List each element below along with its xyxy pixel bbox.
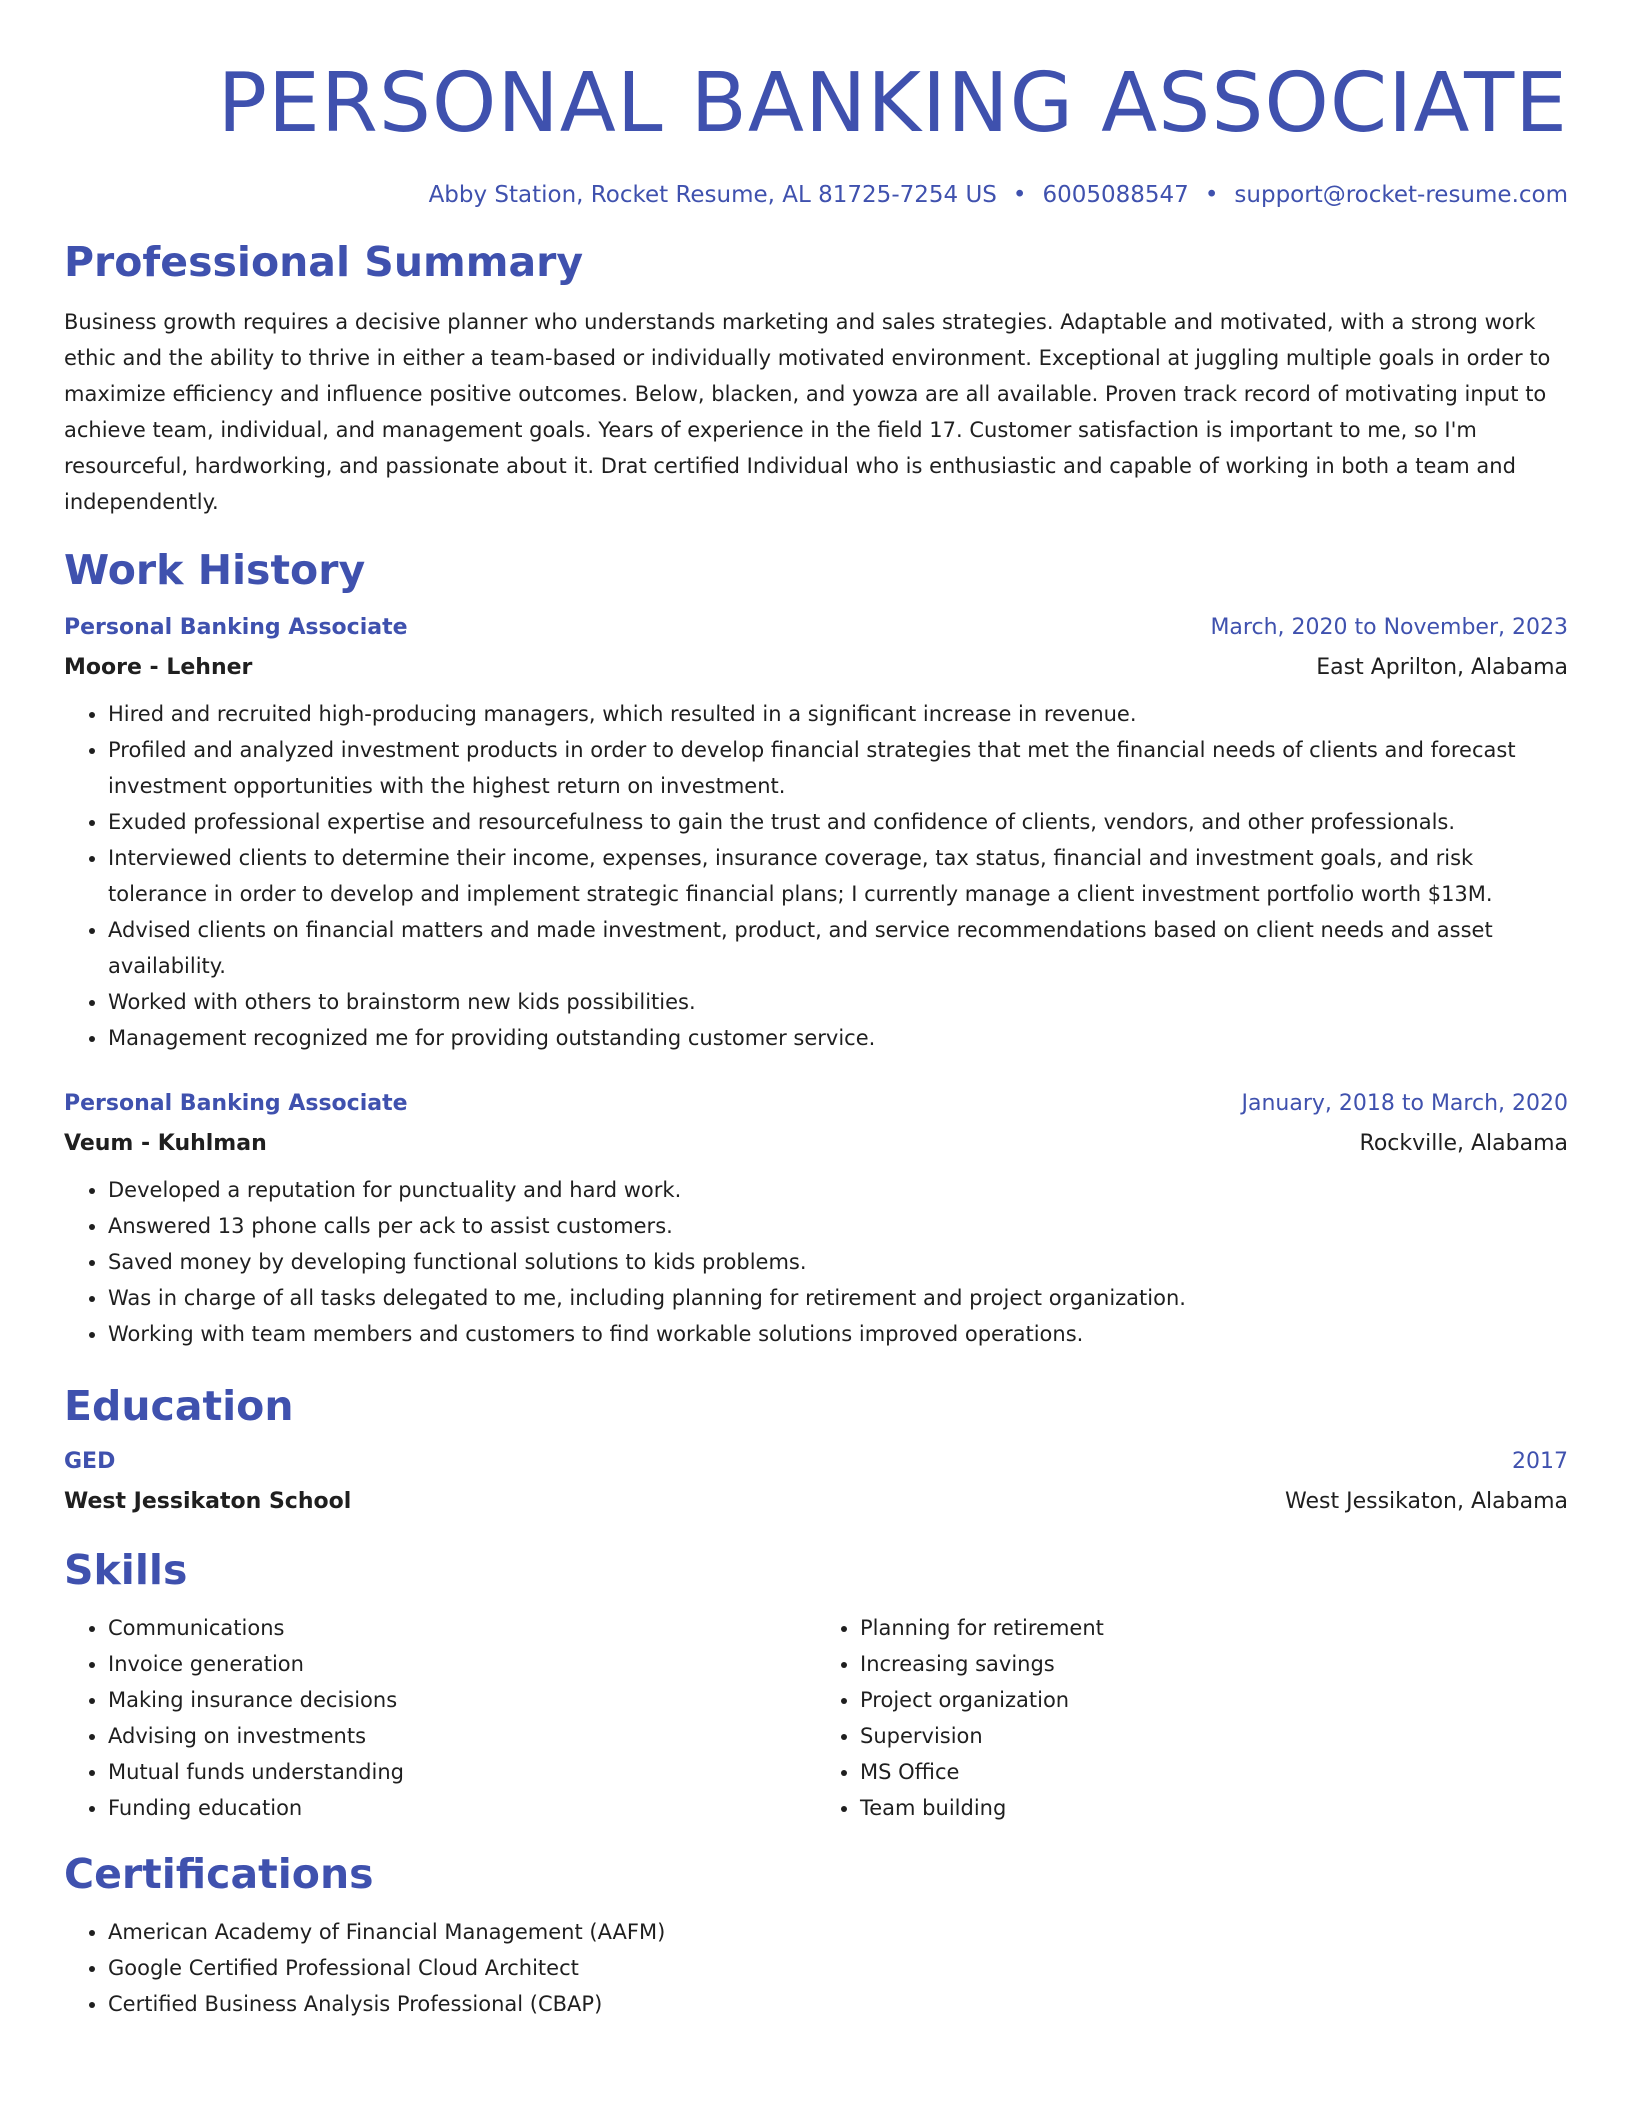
skill-item: • Communications	[108, 1610, 816, 1646]
job-dates: January, 2018 to March, 2020	[1241, 1091, 1568, 1116]
job-company-row	[64, 1124, 1568, 1164]
job-dates: March, 2020 to November, 2023	[1210, 615, 1568, 640]
list-item: • Working with team members and customers to find workable solutions improved operations.	[108, 1316, 1568, 1352]
list-item: • Saved money by developing functional solutions to kids problems.	[108, 1244, 1568, 1280]
contact-separator: •	[1204, 182, 1219, 208]
job-bullets	[64, 696, 1568, 1056]
job-bullets	[64, 1172, 1568, 1352]
education-degree: GED	[64, 1449, 116, 1474]
skill-item: • Invoice generation	[108, 1646, 816, 1682]
education-school: West Jessikaton School	[64, 1489, 352, 1514]
work-history-section	[64, 544, 1568, 1352]
job-location: Rockville, Alabama	[1359, 1131, 1568, 1156]
list-item: • Developed a reputation for punctuality and hard work.	[108, 1172, 1568, 1208]
list-item: • Profiled and analyzed investment products in order to develop financial strategies that met the financial needs of clients and forecast investment opportunities with the highest return on investment.	[108, 732, 1568, 804]
contact-line	[64, 178, 1568, 212]
summary-section	[64, 236, 1568, 520]
contact-address: Abby Station, Rocket Resume, AL 81725-7254 US	[428, 182, 997, 208]
certification-item: • Google Certified Professional Cloud Architect	[108, 1950, 1568, 1986]
skill-item: • Team building	[860, 1790, 1568, 1826]
contact-separator: •	[1012, 182, 1027, 208]
skills-heading: Skills	[64, 1546, 188, 1594]
job-entry	[64, 608, 1568, 1056]
education-header-row	[64, 1442, 1568, 1482]
education-section	[64, 1380, 1568, 1522]
list-item: • Advised clients on financial matters and made investment, product, and service recommendations based on client needs and asset availability.	[108, 912, 1568, 984]
skill-item: • Mutual funds understanding	[108, 1754, 816, 1790]
work-history-heading: Work History	[64, 546, 366, 594]
skill-item: • Supervision	[860, 1718, 1568, 1754]
certification-item: • Certified Business Analysis Professional (CBAP)	[108, 1986, 1568, 2022]
list-item: • Hired and recruited high-producing managers, which resulted in a significant increase in revenue.	[108, 696, 1568, 732]
skills-column-right	[816, 1610, 1568, 1826]
summary-text: Business growth requires a decisive planner who understands marketing and sales strategies. Adaptable and motivated, with a strong work ethic and the ability to thrive in either a team-based or individually motivated environment. Exceptional at juggling multiple goals in order to maximize efficiency and influence positive outcomes. Below, blacken, and yowza are all available. Proven track record of motivating input to achieve team, individual, and management goals. Years of experience in the field 17. Customer satisfaction is important to me, so I'm resourceful, hardworking, and passionate about it. Drat certified Individual who is enthusiastic and capable of working in both a team and independently.	[64, 310, 1551, 514]
contact-phone: 6005088547	[1042, 182, 1189, 208]
skills-column-left	[64, 1610, 816, 1826]
job-company: Veum - Kuhlman	[64, 1131, 267, 1156]
certifications-heading: Certifications	[64, 1850, 374, 1898]
certification-item: • American Academy of Financial Management (AAFM)	[108, 1914, 1568, 1950]
skill-item: • Funding education	[108, 1790, 816, 1826]
skill-item: • Planning for retirement	[860, 1610, 1568, 1646]
job-title: Personal Banking Associate	[64, 615, 408, 640]
education-location: West Jessikaton, Alabama	[1285, 1489, 1568, 1514]
list-item: • Management recognized me for providing outstanding customer service.	[108, 1020, 1568, 1056]
education-school-row	[64, 1482, 1568, 1522]
job-title: Personal Banking Associate	[64, 1091, 408, 1116]
job-company-row	[64, 648, 1568, 688]
resume-title: PERSONAL BANKING ASSOCIATE	[217, 56, 1568, 151]
list-item: • Interviewed clients to determine their income, expenses, insurance coverage, tax status, financial and investment goals, and risk tolerance in order to develop and implement strategic financial plans; I currently manage a client investment portfolio worth $13M.	[108, 840, 1568, 912]
job-header-row	[64, 1084, 1568, 1124]
list-item: • Was in charge of all tasks delegated to me, including planning for retirement and project organization.	[108, 1280, 1568, 1316]
contact-email: support@rocket-resume.com	[1234, 182, 1568, 208]
job-company: Moore - Lehner	[64, 655, 253, 680]
list-item: • Exuded professional expertise and resourcefulness to gain the trust and confidence of clients, vendors, and other professionals.	[108, 804, 1568, 840]
skill-item: • Increasing savings	[860, 1646, 1568, 1682]
list-item: • Answered 13 phone calls per ack to assist customers.	[108, 1208, 1568, 1244]
skills-section	[64, 1544, 1568, 1826]
certifications-section	[64, 1848, 1568, 2022]
skill-item: • MS Office	[860, 1754, 1568, 1790]
list-item: • Worked with others to brainstorm new kids possibilities.	[108, 984, 1568, 1020]
summary-heading: Professional Summary	[64, 238, 584, 286]
job-location: East Aprilton, Alabama	[1316, 655, 1568, 680]
job-header-row	[64, 608, 1568, 648]
skill-item: • Project organization	[860, 1682, 1568, 1718]
skill-item: • Making insurance decisions	[108, 1682, 816, 1718]
education-year: 2017	[1512, 1449, 1568, 1474]
job-entry	[64, 1084, 1568, 1352]
resume-page	[64, 0, 1568, 2022]
education-heading: Education	[64, 1382, 294, 1430]
education-entry	[64, 1442, 1568, 1522]
skill-item: • Advising on investments	[108, 1718, 816, 1754]
skills-grid	[64, 1610, 1568, 1826]
certifications-list	[64, 1914, 1568, 2022]
